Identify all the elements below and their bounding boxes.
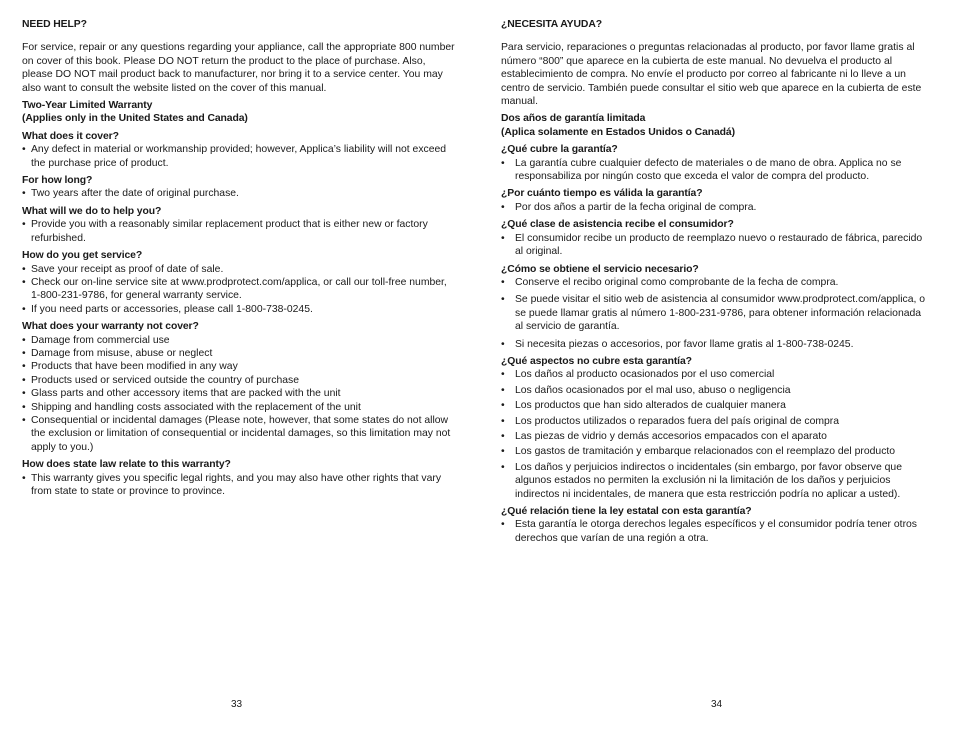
bullet-item: • Se puede visitar el sitio web de asistencia al consumidor www.prodprotect.com/applica, o se puede llamar gratis al número 1-800-231-9786, para obtener información relacionada al servicio de garantía. — [501, 293, 931, 333]
left-page — [22, 18, 458, 502]
coverage-list — [22, 143, 458, 170]
bullet-item: • La garantía cubre cualquier defecto de materiales o de mano de obra. Applica no se responsabiliza por ningún costo que exceda el valor de compra del producto. — [501, 157, 931, 184]
warranty-subtitle: (Applies only in the United States and Canada) — [22, 113, 248, 125]
bullet-item: • Los daños y perjuicios indirectos o incidentales (sin embargo, por favor observe que algunos estados no permiten la exclusión ni la limitación de los daños y perjuicios indirectos ni incidentales, de manera que esta restricción podría no aplicar a usted). — [501, 461, 931, 501]
help-list — [22, 218, 458, 245]
not-covered-list-es — [501, 368, 931, 501]
duration-list — [22, 187, 458, 200]
intro-paragraph: For service, repair or any questions regarding your appliance, call the appropriate 800 number on cover of this book. Please DO NOT return the product to the place of purchase. Also, please DO NOT mail product back to manufacturer, nor bring it to a service center. You may also want to consult the website listed on the cover of this manual. — [22, 42, 455, 94]
bullet-item: • Damage from misuse, abuse or neglect — [22, 347, 458, 360]
bullet-item: • Los productos que han sido alterados de cualquier manera — [501, 399, 931, 412]
bullet-item: • Products used or serviced outside the country of purchase — [22, 374, 458, 387]
warranty-subtitle-es: (Aplica solamente en Estados Unidos o Canadá) — [501, 126, 735, 138]
bullet-item: • Products that have been modified in any way — [22, 360, 458, 373]
question-service: How do you get service? — [22, 250, 143, 262]
question-not-covered-es: ¿Qué aspectos no cubre esta garantía? — [501, 355, 692, 367]
question-help-es: ¿Qué clase de asistencia recibe el consumidor? — [501, 219, 734, 231]
not-covered-list — [22, 334, 458, 455]
service-list-es — [501, 276, 931, 351]
duration-list-es — [501, 201, 931, 214]
warranty-title-es: Dos años de garantía limitada — [501, 113, 646, 125]
question-help: What will we do to help you? — [22, 205, 162, 217]
state-law-list — [22, 472, 458, 499]
help-list-es — [501, 232, 931, 259]
bullet-item: • El consumidor recibe un producto de reemplazo nuevo o restaurado de fábrica, parecido al original. — [501, 232, 931, 259]
intro-paragraph-es: Para servicio, reparaciones o preguntas relacionadas al producto, por favor llame gratis al número “800” que aparece en la cubierta de este manual. No devuelva el producto al establecimiento de compra. No envíe el producto por correo al fabricante ni lo lleve a un centro de servicio. También puede consultar el sitio web que aparece en la cubierta de este manual. — [501, 42, 922, 108]
question-state-law: How does state law relate to this warranty? — [22, 459, 231, 471]
question-state-law-es: ¿Qué relación tiene la ley estatal con esta garantía? — [501, 506, 752, 517]
service-list — [22, 263, 458, 317]
question-duration: For how long? — [22, 175, 93, 187]
right-page — [501, 18, 931, 549]
bullet-item: • Two years after the date of original purchase. — [22, 187, 458, 200]
coverage-list-es — [501, 157, 931, 184]
bullet-item: • Consequential or incidental damages (Please note, however, that some states do not allow the exclusion or limitation of consequential or incidental damages, so this limitation may not apply to you.) — [22, 414, 458, 454]
bullet-item: • Check our on-line service site at www.prodprotect.com/applica, or call our toll-free number, 1-800-231-9786, for general warranty service. — [22, 276, 458, 303]
bullet-item: • Glass parts and other accessory items that are packed with the unit — [22, 387, 458, 400]
bullet-item: • Esta garantía le otorga derechos legales específicos y el consumidor podría tener otros derechos que varían de una región a otra. — [501, 518, 931, 545]
question-duration-es: ¿Por cuánto tiempo es válida la garantía? — [501, 188, 703, 200]
need-help-heading: NEED HELP? — [22, 19, 87, 30]
bullet-item: • Conserve el recibo original como comprobante de la fecha de compra. — [501, 276, 931, 289]
bullet-item: • Los daños ocasionados por el mal uso, abuso o negligencia — [501, 384, 931, 397]
bullet-item: • Las piezas de vidrio y demás accesorios empacados con el aparato — [501, 430, 931, 443]
bullet-item: • This warranty gives you specific legal rights, and you may also have other rights that vary from state to state or province to province. — [22, 472, 458, 499]
page-number-left: 33 — [231, 699, 243, 710]
question-coverage: What does it cover? — [22, 130, 119, 142]
question-service-es: ¿Cómo se obtiene el servicio necesario? — [501, 263, 699, 275]
bullet-item: • Si necesita piezas o accesorios, por favor llame gratis al 1-800-738-0245. — [501, 338, 931, 351]
necesita-ayuda-heading: ¿NECESITA AYUDA? — [501, 19, 602, 30]
bullet-item: • Shipping and handling costs associated with the replacement of the unit — [22, 401, 458, 414]
bullet-item: • Los productos utilizados o reparados fuera del país original de compra — [501, 415, 931, 428]
bullet-item: • Por dos años a partir de la fecha original de compra. — [501, 201, 931, 214]
warranty-title: Two-Year Limited Warranty — [22, 100, 153, 112]
question-coverage-es: ¿Qué cubre la garantía? — [501, 144, 618, 156]
bullet-item: • Los gastos de tramitación y embarque relacionados con el reemplazo del producto — [501, 445, 931, 458]
question-not-covered: What does your warranty not cover? — [22, 321, 199, 333]
state-law-list-es — [501, 518, 931, 545]
bullet-item: • If you need parts or accessories, please call 1-800-738-0245. — [22, 303, 458, 316]
page-number-right: 34 — [711, 699, 723, 710]
bullet-item: • Any defect in material or workmanship provided; however, Applica’s liability will not exceed the purchase price of product. — [22, 143, 458, 170]
bullet-item: • Save your receipt as proof of date of sale. — [22, 263, 458, 276]
bullet-item: • Damage from commercial use — [22, 334, 458, 347]
bullet-item: • Los daños al producto ocasionados por el uso comercial — [501, 368, 931, 381]
bullet-item: • Provide you with a reasonably similar replacement product that is either new or factory refurbished. — [22, 218, 458, 245]
